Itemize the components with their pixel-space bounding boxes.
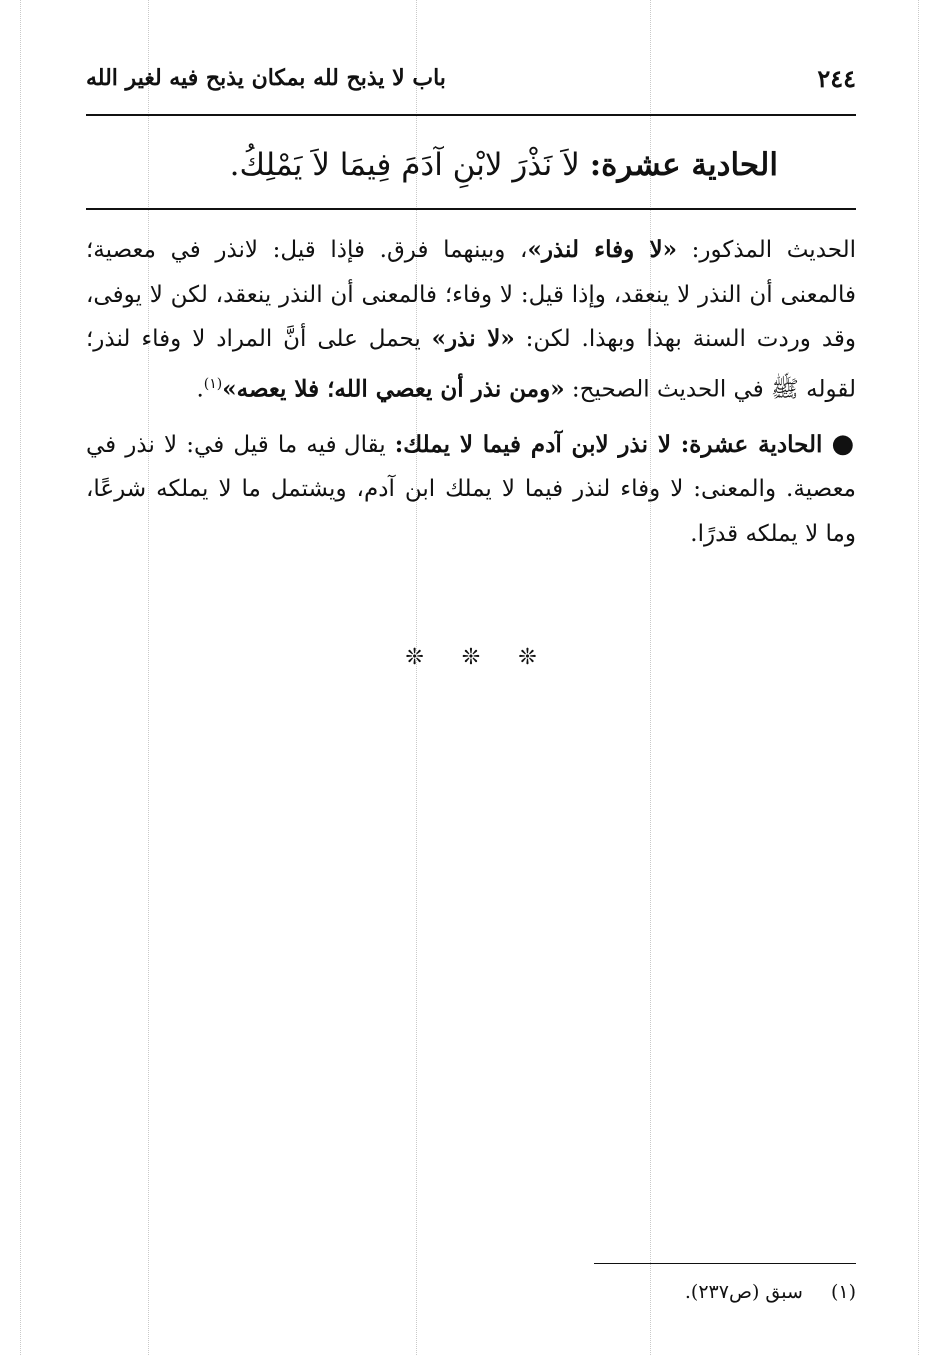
issue-label: الحادية عشرة: لا نذر لابن آدم فيما لا يملك: xyxy=(394,430,823,458)
asterism-icon: ❊ xyxy=(405,645,424,670)
scan-dot-line xyxy=(650,0,651,1355)
running-header xyxy=(86,60,856,96)
page-number: ٢٤٤ xyxy=(817,63,856,93)
footnote-reference: (١) xyxy=(203,375,223,392)
scan-dot-line xyxy=(416,0,417,1355)
header-rule xyxy=(86,114,856,116)
heading-rule xyxy=(86,208,856,210)
paragraph-2-text: يقال فيه ما قيل في: لا نذر في معصية. والمعنى: لا وفاء لنذر فيما لا يملك ابن آدم، ويشتمل ما لا يملكه شرعًا، وما لا يملكه قدرًا. xyxy=(86,431,856,547)
scan-dot-line xyxy=(20,0,21,1355)
paragraph-1-text-4: . xyxy=(196,376,204,403)
footnote-rule xyxy=(594,1263,856,1264)
running-title: باب لا يذبح لله بمكان يذبح فيه لغير الله xyxy=(86,65,446,91)
quote-no-vow: «لا نذر» xyxy=(431,325,515,352)
paragraph-1 xyxy=(86,228,856,412)
scan-dot-line xyxy=(148,0,149,1355)
section-ornament xyxy=(86,645,856,670)
paragraph-1-text-3: يحمل على أنَّ المراد لا وفاء لنذر؛ لقوله ﷺ في الحديث الصحيح: xyxy=(86,326,856,403)
quote-no-fulfilment: «لا وفاء لنذر» xyxy=(527,236,678,263)
asterism-icon: ❊ xyxy=(461,645,481,670)
quote-hadith: «ومن نذر أن يعصي الله؛ فلا يعصه» xyxy=(222,375,565,403)
paragraph-1-text-2: ، وبينهما فرق. فإذا قيل: لانذر في معصية؛ فالمعنى أن النذر لا ينعقد، وإذا قيل: لا وفاء؛ فالمعنى أن النذر ينعقد، لكن لا يوفى، وقد وردت السنة بهذا وبهذا. لكن: xyxy=(86,237,856,352)
section-heading xyxy=(86,130,856,200)
footnote xyxy=(86,1278,856,1306)
asterism-icon: ❊ xyxy=(518,645,537,670)
footnote-number: (١) xyxy=(830,1281,856,1303)
heading-label: الحادية عشرة: xyxy=(589,147,778,183)
body-text xyxy=(86,228,856,556)
paragraph-1-text-1: الحديث المذكور: xyxy=(691,237,857,263)
footnote-text: سبق (ص٢٣٧). xyxy=(684,1281,803,1303)
heading-text: لاَ نَذْرَ لابْنِ آدَمَ فِيمَا لاَ يَمْلِكُ. xyxy=(229,147,580,183)
paragraph-2 xyxy=(86,422,856,557)
scan-dot-line xyxy=(918,0,919,1355)
bullet-icon: ● xyxy=(831,428,857,459)
